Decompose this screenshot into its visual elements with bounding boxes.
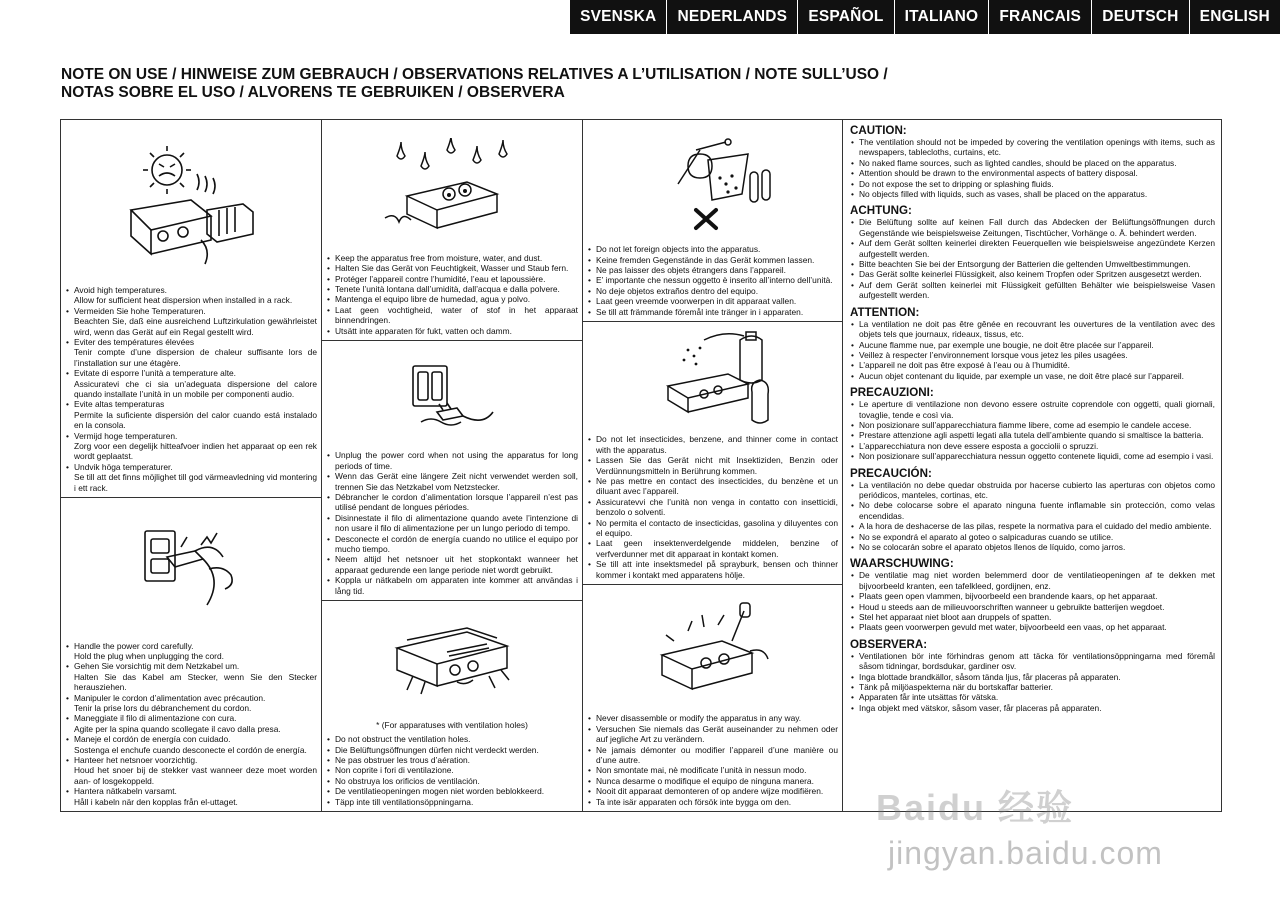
note-item: • Lassen Sie das Gerät nicht mit Insektiziden, Benzin oder Verdünnungsmitteln in Berührung kommen.	[587, 455, 838, 476]
note-item: • Ne pas laisser des objets étrangers dans l’appareil.	[587, 265, 838, 275]
note-item: • Die Belüftungsöffnungen dürfen nicht verdeckt werden.	[326, 745, 578, 755]
moisture-illustration	[326, 124, 578, 253]
note-item: • Wenn das Gerät eine längere Zeit nicht verwendet werden soll, trennen Sie das Netzkabel vom Netzstecker.	[326, 471, 578, 492]
note-item: • Ta inte isär apparaten och försök inte bygga om den.	[587, 797, 838, 807]
note-item: • Utsätt inte apparaten för fukt, vatten och damm.	[326, 326, 578, 336]
caution-item: • Stel het apparaat niet bloot aan druppels of spatten.	[850, 612, 1215, 622]
note-item: • Protéger l’appareil contre l’humidité, l’eau et lapoussière.	[326, 274, 578, 284]
note-item: • Do not obstruct the ventilation holes.	[326, 734, 578, 744]
column-3	[583, 120, 843, 811]
cell-foreign-objects	[583, 120, 842, 322]
caution-item: • Non posizionare sull’apparecchiatura nessun oggetto contenete liquidi, come ad esempio i vasi.	[850, 451, 1215, 461]
caution-list	[850, 137, 1215, 199]
caution-item: • Auf dem Gerät sollten keinerlei mit Flüssigkeit gefüllten Behälter wie beispielsweise Vasen aufgestellt werden.	[850, 280, 1215, 301]
caution-item: • Inga blottade brandkällor, såsom tända ljus, får placeras på apparaten.	[850, 672, 1215, 682]
caution-list	[850, 570, 1215, 632]
column-2	[322, 120, 583, 811]
note-detail: Zorg voor een degelijk hitteafvoer indien het apparaat op een rek wordt geplaatst.	[74, 440, 317, 462]
caution-heading: ATTENTION:	[850, 305, 920, 319]
cell-ventilation	[322, 601, 582, 811]
note-detail: Håll i kabeln när den kopplas från el-uttaget.	[74, 796, 238, 807]
note-item: • Evitate di esporre l’unità a temperature alte.	[65, 368, 317, 378]
caution-item: • Auf dem Gerät sollten keinerlei direkten Feuerquellen wie beispielsweise angezündete Kerzen aufgestellt werden.	[850, 238, 1215, 259]
caution-item: • Aucun objet contenant du liquide, par exemple un vase, ne doit être placé sur l’appareil.	[850, 371, 1215, 381]
note-item: • No deje objetos extraños dentro del equipo.	[587, 286, 838, 296]
caution-list	[850, 217, 1215, 300]
note-item: • Neem altijd het netsnoer uit het stopkontakt wanneer het apparaat gedurende een lange periode niet wordt gebruikt.	[326, 554, 578, 575]
caution-item: • The ventilation should not be impeded by covering the ventilation openings with items, such as newspapers, tablecloths, curtains, etc.	[850, 137, 1215, 158]
caution-item: • No se colocarán sobre el aparato objetos llenos de líquido, como jarros.	[850, 542, 1215, 552]
caution-item: • No objects filled with liquids, such as vases, shall be placed on the apparatus.	[850, 189, 1215, 199]
note-item: • Täpp inte till ventilationsöppningarna.	[326, 797, 578, 807]
note-item: • Undvik höga temperaturer.	[65, 462, 317, 472]
note-item: • Laat geen insektenverdelgende middelen, benzine of verfverdunner met dit apparaat in kontakt komen.	[587, 538, 838, 559]
note-item: • Se till att inte insektsmedel på sprayburk, bensen och thinner kommer i kontakt med apparatens hölje.	[587, 559, 838, 580]
caution-item: • Prestare attenzione agli aspetti legati alla tutela dell’ambiente quando si smaltisce la batteria.	[850, 430, 1215, 440]
note-detail: Tenir compte d’une dispersion de chaleur suffisante lors de l’installation sur une étagère.	[74, 347, 317, 368]
note-item: • Evite altas temperaturas	[65, 399, 317, 409]
language-tab-deutsch[interactable]: DEUTSCH	[1091, 0, 1188, 34]
note-item: • De ventilatieopeningen mogen niet worden beblokkeerd.	[326, 786, 578, 796]
foreign-objects-cross-icon	[638, 136, 788, 232]
note-item: • Koppla ur nätkabeln om apparaten inte kommer att användas i lång tid.	[326, 575, 578, 596]
wall-outlet-icon	[407, 362, 497, 434]
notes-grid	[60, 119, 1222, 812]
unplug-list	[326, 450, 578, 596]
note-item: • Keep the apparatus free from moisture, water, and dust.	[326, 253, 578, 263]
note-detail: Allow for sufficient heat dispersion when installed in a rack.	[74, 295, 293, 306]
note-detail: Beachten Sie, daß eine ausreichend Luftzirkulation gewährleistet wird, wenn das Gerät auf ein Regal gestellt wird.	[74, 316, 317, 337]
language-tab-svenska[interactable]: SVENSKA	[580, 8, 657, 25]
caution-item: • Tänk på miljöaspekterna när du bortskaffar batterier.	[850, 682, 1215, 692]
note-item: • Hantera nätkabeln varsamt.	[65, 786, 317, 796]
cell-power-cord	[61, 498, 321, 811]
caution-item: • Non posizionare sull’apparecchiatura fiamme libere, come ad esempio le candele accese.	[850, 420, 1215, 430]
note-item: • Non coprite i fori di ventilazione.	[326, 765, 578, 775]
caution-heading: WAARSCHUWING:	[850, 557, 954, 571]
caution-item: • Ventilationen bör inte förhindras genom att täcka för ventilationsöppningarna med föremål såsom tidningar, bordsdukar, gardiner osv.	[850, 651, 1215, 672]
caution-item: • Veillez à respecter l’environnement lorsque vous jetez les piles usagées.	[850, 350, 1215, 360]
watermark-brand: Baidu 经验	[876, 787, 1075, 828]
caution-item: • L’apparecchiatura non deve essere esposta a gocciolii o spruzzi.	[850, 441, 1215, 451]
language-tab-english[interactable]: ENGLISH	[1189, 0, 1280, 34]
caution-item: • Bitte beachten Sie bei der Entsorgung der Batterien die geltenden Umweltbestimmungen.	[850, 259, 1215, 269]
watermark-url: jingyan.baidu.com	[888, 835, 1163, 871]
note-item: • Tenete l’unità lontana dall’umidità, dall’acqua e dalla polvere.	[326, 284, 578, 294]
note-item: • Desconecte el cordón de energía cuando no utilice el equipo por mucho tiempo.	[326, 534, 578, 555]
note-item: • Laat geen vreemde voorwerpen in dit apparaat vallen.	[587, 296, 838, 306]
note-item: • Nunca desarme o modifique el equipo de ninguna manera.	[587, 776, 838, 786]
note-item: • Ne jamais démonter ou modifier l’appareil d’une manière ou d’une autre.	[587, 745, 838, 766]
note-item: • E’ importante che nessun oggetto è inserito all’interno dell’unità.	[587, 275, 838, 285]
note-item: • No obstruya los orificios de ventilación.	[326, 776, 578, 786]
caution-item: • Houd u steeds aan de milieuvoorschriften wanneer u gebruikte batterijen wegdoet.	[850, 602, 1215, 612]
note-detail: Agite per la spina quando scollegate il cavo dalla presa.	[74, 723, 281, 734]
caution-item: • Le aperture di ventilazione non devono essere ostruite coprendole con oggetti, quali giornali, tovaglie, tende e così via.	[850, 399, 1215, 420]
disassemble-list	[587, 713, 838, 807]
ventilation-list	[326, 734, 578, 807]
caution-item: • No se expondrá el aparato al goteo o salpicaduras cuando se utilice.	[850, 532, 1215, 542]
caution-item: • Attention should be drawn to the environmental aspects of battery disposal.	[850, 168, 1215, 178]
cell-disassemble	[583, 585, 842, 811]
caution-item: • La ventilation ne doit pas être gênée en recouvrant les ouvertures de la ventilation avec des objets tels que journaux, rideaux, tissus, etc.	[850, 319, 1215, 340]
caution-list	[850, 651, 1215, 713]
note-item: • Non smontate mai, nè modificate l’unità in nessun modo.	[587, 765, 838, 775]
language-tab-español[interactable]: ESPAÑOL	[797, 0, 893, 34]
unplug-illustration	[326, 345, 578, 450]
note-detail: Sostenga el enchufe cuando desconecte el cordón de energía.	[74, 744, 307, 755]
note-item: • Ne pas obstruer les trous d’aération.	[326, 755, 578, 765]
page-title	[61, 66, 1211, 102]
note-detail: Houd het snoer bij de stekker vast wanneer deze moet worden aan- of losgekoppeld.	[74, 765, 317, 786]
power-cord-list	[65, 641, 317, 808]
cell-unplug	[322, 341, 582, 601]
cautions-column	[843, 120, 1221, 811]
covered-vents-icon	[377, 622, 527, 702]
language-tab-nederlands[interactable]: NEDERLANDS	[666, 0, 797, 34]
note-detail: Permite la suficiente dispersión del calor cuando está instalado en la consola.	[74, 409, 317, 431]
caution-item: • La ventilación no debe quedar obstruida por hacerse cubierto las aperturas con objetos como periódicos, manteles, cortinas, etc.	[850, 480, 1215, 501]
note-item: • Nooit dit apparaat demonteren of op andere wijze modifiëren.	[587, 786, 838, 796]
screwdriver-icon	[648, 601, 778, 701]
note-item: • Never disassemble or modify the apparatus in any way.	[587, 713, 838, 723]
spray-can-icon	[648, 330, 778, 430]
note-item: • Assicuratevvi che l’unità non venga in contatto con insetticidi, benzolo o solventi.	[587, 497, 838, 518]
language-tab-bar	[570, 0, 1280, 34]
plug-unplug-icon	[131, 523, 251, 619]
note-item: • Maneje el cordón de energía con cuidado.	[65, 734, 317, 744]
caution-item: • De ventilatie mag niet worden belemmerd door de ventilatieopeningen af te dekken met bijvoorbeeld kranten, een tafelkleed, gordijnen, enz.	[850, 570, 1215, 591]
cord-illustration	[65, 502, 317, 641]
note-item: • Gehen Sie vorsichtig mit dem Netzkabel um.	[65, 661, 317, 671]
caution-list	[850, 319, 1215, 381]
note-detail: Se till att det finns möjlighet till god värmeavledning vid montering i ett rack.	[74, 472, 317, 493]
caution-item: • No debe colocarse sobre el aparato ninguna fuente inflamable sin protección, como velas encendidas.	[850, 500, 1215, 521]
note-item: • Handle the power cord carefully.	[65, 641, 317, 651]
avoid-heat-list	[65, 285, 317, 493]
title-line-2: NOTAS SOBRE EL USO / ALVORENS TE GEBRUIKEN / OBSERVERA	[61, 84, 565, 101]
moisture-list	[326, 253, 578, 336]
sun-heat-icon	[111, 140, 271, 268]
foreign-objects-list	[587, 244, 838, 317]
note-item: • No permita el contacto de insecticidas, gasolina y diluyentes con el equipo.	[587, 518, 838, 539]
caution-item: • Plaats geen open vlammen, bijvoorbeeld een brandende kaars, op het apparaat.	[850, 591, 1215, 601]
note-item: • Ne pas mettre en contact des insecticides, du benzène et un diluant avec l’appareil.	[587, 476, 838, 497]
caution-heading: PRECAUZIONI:	[850, 386, 934, 400]
caution-item: • Aucune flamme nue, par exemple une bougie, ne doit être placée sur l’appareil.	[850, 340, 1215, 350]
water-drops-icon	[377, 138, 527, 238]
note-item: • Hanteer het netsnoer voorzichtig.	[65, 755, 317, 765]
cell-insecticides	[583, 322, 842, 585]
caution-heading: OBSERVERA:	[850, 637, 928, 651]
insecticides-illustration	[587, 326, 838, 434]
language-tab-italiano[interactable]: ITALIANO	[894, 0, 989, 34]
note-item: • Laat geen vochtigheid, water of stof in het apparaat binnendringen.	[326, 305, 578, 326]
caution-item: • Die Belüftung sollte auf keinen Fall durch das Abdecken der Belüftungsöffnungen durch Gegenstände wie beispielsweise Zeitungen, Tischtücher, Vorhänge o. Ä. behindert werden.	[850, 217, 1215, 238]
note-item: • Se till att främmande föremål inte tränger in i apparaten.	[587, 307, 838, 317]
caution-heading: PRECAUCIÓN:	[850, 466, 932, 480]
note-item: • Vermijd hoge temperaturen.	[65, 431, 317, 441]
note-item: • Vermeiden Sie hohe Temperaturen.	[65, 306, 317, 316]
disassemble-illustration	[587, 589, 838, 713]
caution-item: • Apparaten får inte utsättas för vätska.	[850, 692, 1215, 702]
caution-list	[850, 399, 1215, 461]
cell-moisture	[322, 120, 582, 341]
note-item: • Manipuler le cordon d’alimentation avec précaution.	[65, 693, 317, 703]
note-item: • Halten Sie das Gerät von Feuchtigkeit, Wasser und Staub fern.	[326, 263, 578, 273]
note-detail: Tenir la prise lors du débranchement du cordon.	[74, 702, 252, 713]
note-detail: Assicuratevi che ci sia un’adeguata dispersione del calore quando installate l’unità in un mobile per componenti audio.	[74, 378, 317, 399]
caution-item: • Das Gerät sollte keinerlei Flüssigkeit, also keinem Tropfen oder Spritzen ausgesetzt werden.	[850, 269, 1215, 279]
heat-illustration	[65, 124, 317, 285]
caution-item: • A la hora de deshacerse de las pilas, respete la normativa para el cuidado del medio ambiente.	[850, 521, 1215, 531]
caution-item: • Inga objekt med vätskor, såsom vaser, får placeras på apparaten.	[850, 703, 1215, 713]
cell-avoid-heat	[61, 120, 321, 498]
note-item: • Maneggiate il filo di alimentazione con cura.	[65, 713, 317, 723]
note-item: • Débrancher le cordon d’alimentation lorsque l’appareil n’est pas utilisé pendant de longues périodes.	[326, 492, 578, 513]
ventilation-illustration	[326, 605, 578, 718]
note-item: • Unplug the power cord when not using the apparatus for long periods of time.	[326, 450, 578, 471]
caution-item: • Do not expose the set to dripping or splashing fluids.	[850, 179, 1215, 189]
note-item: • Versuchen Sie niemals das Gerät auseinander zu nehmen oder auf jegliche Art zu verändern.	[587, 724, 838, 745]
note-detail: Halten Sie das Kabel am Stecker, wenn Sie den Stecker herausziehen.	[74, 671, 317, 693]
column-1	[61, 120, 322, 811]
caution-heading: CAUTION:	[850, 124, 907, 137]
caution-item: • Plaats geen voorwerpen gevuld met water, bijvoorbeeld een vaas, op het apparaat.	[850, 622, 1215, 632]
note-item: • Do not let insecticides, benzene, and thinner come in contact with the apparatus.	[587, 434, 838, 455]
caution-list	[850, 480, 1215, 553]
note-item: • Mantenga el equipo libre de humedad, agua y polvo.	[326, 294, 578, 304]
caution-item: • L’appareil ne doit pas être exposé à l’eau ou à l’humidité.	[850, 360, 1215, 370]
title-line-1: NOTE ON USE / HINWEISE ZUM GEBRAUCH / OBSERVATIONS RELATIVES A L’UTILISATION / NOTE SULL’USO /	[61, 66, 888, 83]
language-tab-francais[interactable]: FRANCAIS	[988, 0, 1091, 34]
caution-item: • No naked flame sources, such as lighted candles, should be placed on the apparatus.	[850, 158, 1215, 168]
note-detail: Hold the plug when unplugging the cord.	[74, 650, 224, 661]
note-item: • Eviter des températures élevées	[65, 337, 317, 347]
note-item: • Disinnestate il filo di alimentazione quando avete l’intenzione di non usare il filo di alimentazione per un lungo periodo di tempo.	[326, 513, 578, 534]
note-item: • Keine fremden Gegenstände in das Gerät kommen lassen.	[587, 255, 838, 265]
note-item: • Avoid high temperatures.	[65, 285, 317, 295]
note-item: • Do not let foreign objects into the apparatus.	[587, 244, 838, 254]
ventilation-caption: * (For apparatuses with ventilation holes)	[376, 720, 528, 731]
insecticides-list	[587, 434, 838, 580]
caution-heading: ACHTUNG:	[850, 204, 912, 218]
foreign-objects-illustration	[587, 124, 838, 244]
